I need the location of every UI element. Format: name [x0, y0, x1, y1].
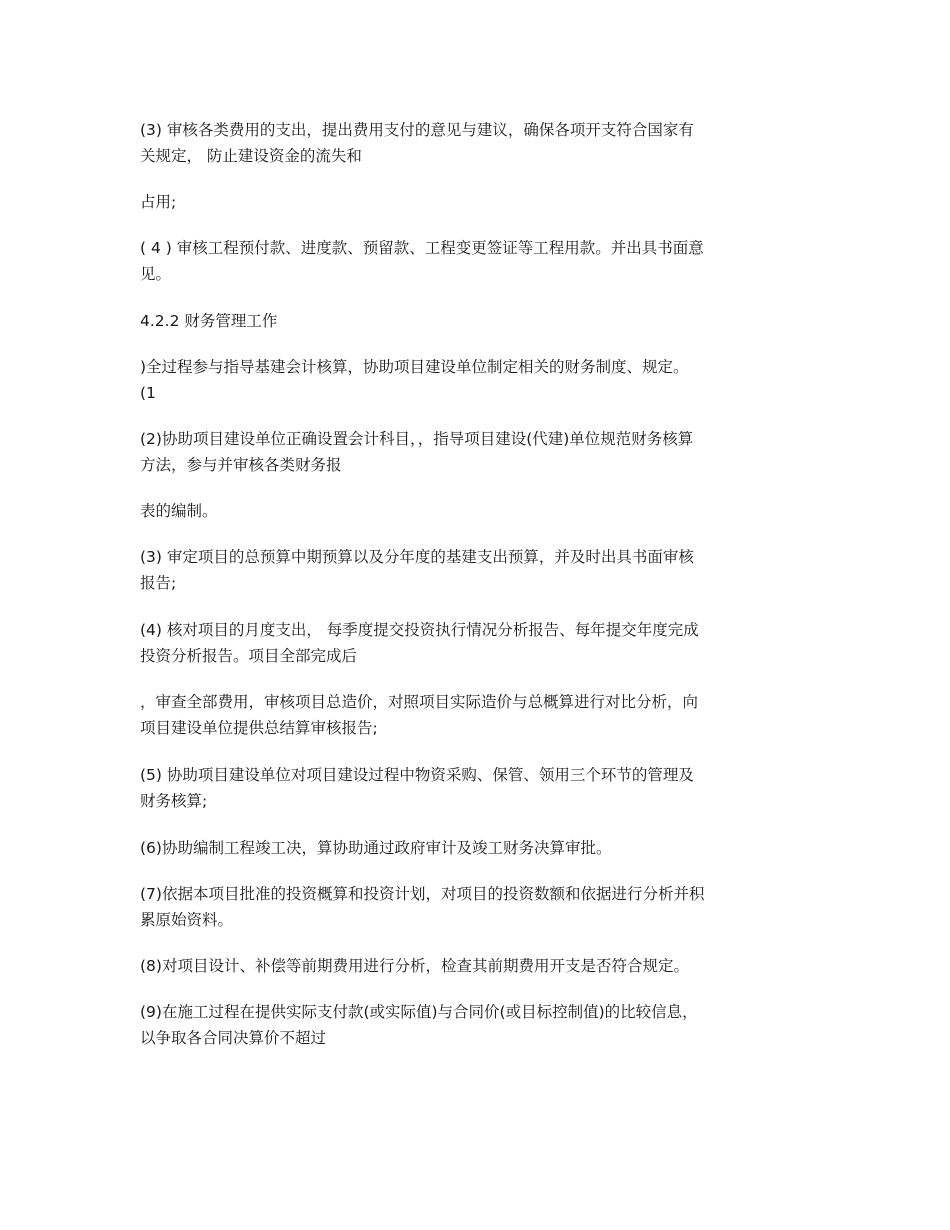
- text-line: ，审查全部费用，审核项目总造价，对照项目实际造价与总概算进行对比分析，向: [140, 693, 699, 711]
- text-line: )全过程参与指导基建会计核算，协助项目建设单位制定相关的财务制度、规定。: [140, 358, 689, 376]
- heading-text: 4.2.2 财务管理工作: [140, 312, 278, 330]
- paragraph-item-4: [140, 617, 820, 669]
- text-line: (3) 审核各类费用的支出，提出费用支付的意见与建议，确保各项开支符合国家有: [140, 121, 694, 139]
- text-line: 财务核算;: [140, 792, 208, 810]
- text-line: (4) 核对项目的月度支出， 每季度提交投资执行情况分析报告、每年提交年度完成: [140, 621, 699, 639]
- paragraph-report-compilation: [140, 498, 820, 524]
- section-heading: [140, 308, 820, 334]
- text-line: 以争取各合同决算价不超过: [140, 1029, 327, 1047]
- text-line: 累原始资料。: [140, 911, 234, 929]
- text-line: 关规定， 防止建设资金的流失和: [140, 147, 362, 165]
- text-line: (5) 协助项目建设单位对项目建设过程中物资采购、保管、领用三个环节的管理及: [140, 766, 694, 784]
- paragraph-item-6: [140, 835, 820, 861]
- paragraph-item-5: [140, 762, 820, 814]
- paragraph-item-7: [140, 881, 820, 933]
- paragraph-item-8: [140, 953, 820, 979]
- text-line: (1: [140, 384, 156, 402]
- text-line: (2)协助项目建设单位正确设置会计科目，，指导项目建设(代建)单位规范财务核算: [140, 430, 694, 448]
- text-line: 投资分析报告。项目全部完成后: [140, 647, 358, 665]
- paragraph-item-3: [140, 544, 820, 596]
- text-line: 项目建设单位提供总结算审核报告;: [140, 719, 378, 737]
- paragraph-review-expenses: [140, 117, 820, 169]
- text-line: 报告;: [140, 574, 177, 592]
- text-line: (6)协助编制工程竣工决，算协助通过政府审计及竣工财务决算审批。: [140, 839, 612, 857]
- text-line: 见。: [140, 265, 172, 283]
- text-line: (3) 审定项目的总预算中期预算以及分年度的基建支出预算，并及时出具书面审核: [140, 548, 694, 566]
- text-line: 方法，参与并审核各类财务报: [140, 456, 342, 474]
- text-line: (7)依据本项目批准的投资概算和投资计划，对项目的投资数额和依据进行分析并积: [140, 885, 705, 903]
- paragraph-item-2: [140, 426, 820, 478]
- paragraph-item-1: [140, 354, 820, 406]
- paragraph-review-payments: [140, 235, 820, 287]
- paragraph-item-9: [140, 999, 820, 1051]
- text-line: (9)在施工过程在提供实际支付款(或实际值)与合同价(或目标控制值)的比较信息，: [140, 1003, 698, 1021]
- paragraph-total-cost-review: [140, 689, 820, 741]
- paragraph-occupation: [140, 189, 820, 215]
- text-line: (8)对项目设计、补偿等前期费用进行分析，检查其前期费用开支是否符合规定。: [140, 957, 689, 975]
- text-line: 表的编制。: [140, 502, 218, 520]
- text-line: 占用;: [140, 193, 177, 211]
- text-line: ( 4 ) 审核工程预付款、进度款、预留款、工程变更签证等工程用款。并出具书面意: [140, 239, 704, 257]
